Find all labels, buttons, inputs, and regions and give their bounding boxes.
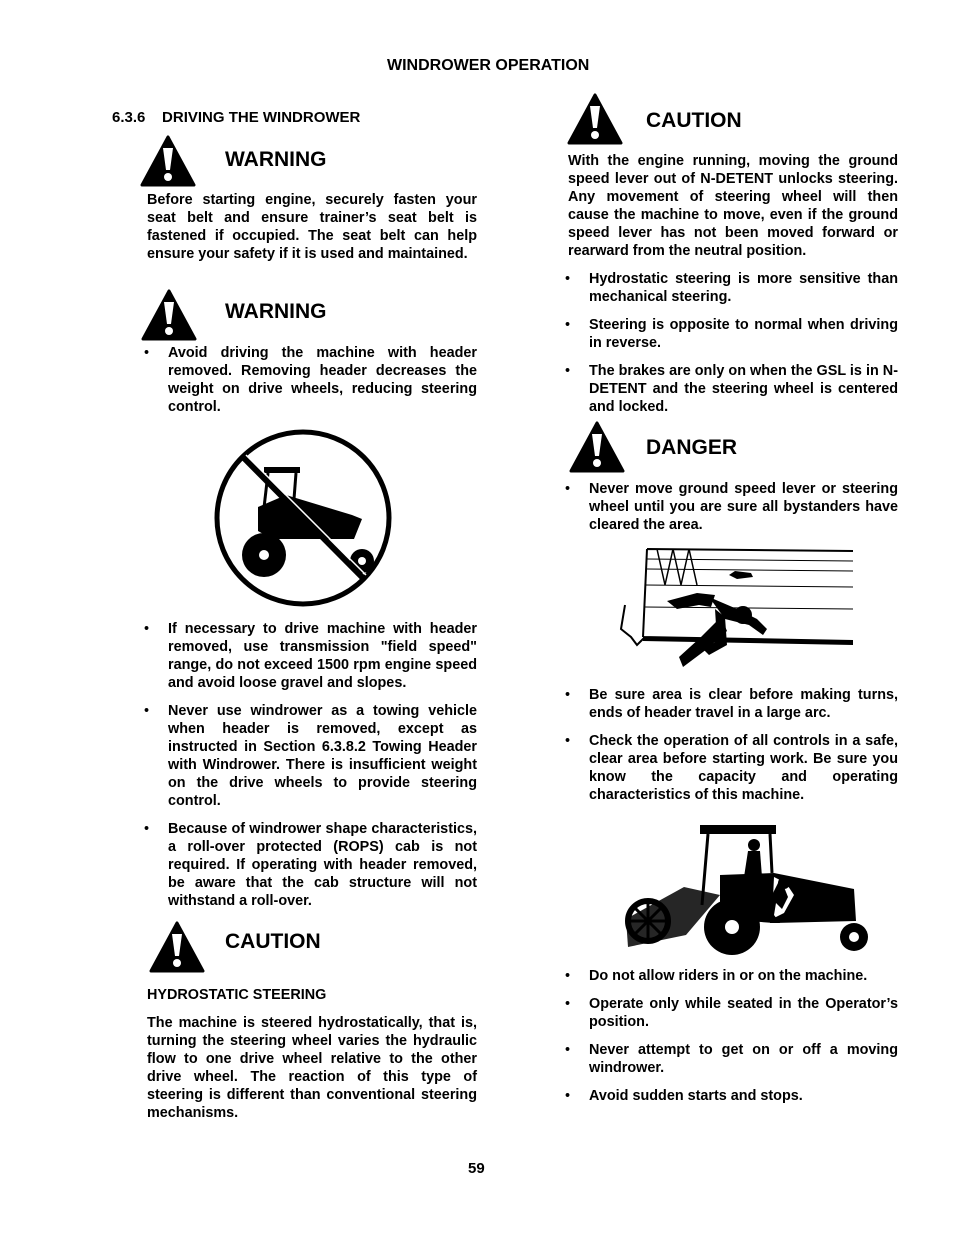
list-item <box>565 316 898 352</box>
warning-title: WARNING <box>225 300 327 323</box>
caution-title: CAUTION <box>225 930 321 953</box>
page-header: WINDROWER OPERATION <box>387 57 590 74</box>
bullet-glyph: • <box>144 345 150 361</box>
list-item-text: Do not allow riders in or on the machine. <box>589 968 868 984</box>
warning-title: WARNING <box>225 148 327 171</box>
exclamation-triangle-icon <box>149 921 205 973</box>
list-item-text: Check the operation of all controls in a safe, clear area before starting work. Be sure you know the capacity and operating characteristics of this machine. <box>589 733 898 803</box>
caution-bullet-list <box>565 270 898 416</box>
list-item-text: The brakes are only on when the GSL is in N-DETENT and the steering wheel is centered and locked. <box>589 363 898 415</box>
bullet-glyph: • <box>565 271 571 287</box>
exclamation-triangle-icon <box>567 93 623 145</box>
caution-title: CAUTION <box>646 109 742 132</box>
list-item <box>144 702 477 810</box>
turning-bullet-list <box>565 686 898 804</box>
bullet-glyph: • <box>144 621 150 637</box>
windrower-rider-illustration <box>624 823 872 962</box>
bullet-glyph: • <box>565 1042 571 1058</box>
warning-text: Before starting engine, securely fasten your seat belt and ensure trainer’s seat belt is fastened if occupied. The seat belt can help ensure your safety if it is used and maintained. <box>147 192 477 262</box>
bullet-glyph: • <box>565 996 571 1012</box>
bullet-glyph: • <box>144 703 150 719</box>
bullet-glyph: • <box>565 687 571 703</box>
list-item <box>565 480 898 534</box>
list-item-text: Avoid driving the machine with header removed. Removing header decreases the weight on drive wheels, reducing steering control. <box>168 345 477 415</box>
no-header-driving-illustration <box>212 427 394 614</box>
exclamation-triangle-icon <box>140 135 196 187</box>
list-item-text: Steering is opposite to normal when driving in reverse. <box>589 317 898 351</box>
list-item <box>565 686 898 722</box>
rider-bullet-list <box>565 967 898 1105</box>
exclamation-triangle-icon <box>141 289 197 341</box>
header-hazard-illustration <box>617 545 855 678</box>
list-item-text: Avoid sudden starts and stops. <box>589 1088 803 1104</box>
list-item-text: Never use windrower as a towing vehicle when header is removed, except as instructed in Section 6.3.8.2 Towing Header with Windrower. There is insufficient weight on the drive wheels to provide steering control. <box>168 703 477 809</box>
bullet-glyph: • <box>565 733 571 749</box>
caution-text: With the engine running, moving the ground speed lever out of N-DETENT unlocks steering. Any movement of steering wheel will then cause the machine to move, even if the ground speed lever has not been moved forward or rearward from the neutral position. <box>568 153 898 259</box>
bullet-glyph: • <box>565 1088 571 1104</box>
exclamation-triangle-icon <box>569 421 625 473</box>
list-item <box>144 344 477 416</box>
list-item-text: Be sure area is clear before making turns, ends of header travel in a large arc. <box>589 687 898 721</box>
list-item-text: Because of windrower shape characteristics, a roll-over protected (ROPS) cab is not required. If operating with header removed, be aware that the cab structure will not withstand a roll-over. <box>168 821 477 909</box>
list-item-text: If necessary to drive machine with header removed, use transmission "field speed" range, do not exceed 1500 rpm engine speed and avoid loose gravel and slopes. <box>168 621 477 691</box>
list-item <box>565 732 898 804</box>
bullet-glyph: • <box>565 481 571 497</box>
list-item <box>565 995 898 1031</box>
list-item-text: Operate only while seated in the Operator’s position. <box>589 996 898 1030</box>
subheading: HYDROSTATIC STEERING <box>147 987 327 1003</box>
bullet-glyph: • <box>565 968 571 984</box>
list-item <box>565 362 898 416</box>
danger-bullet-list <box>565 480 898 534</box>
caution-text: The machine is steered hydrostatically, that is, turning the steering wheel varies the hydraulic flow to one drive wheel relative to the other drive wheel. The reaction of this type of steering is different than conventional steering mechanisms. <box>147 1015 477 1121</box>
danger-title: DANGER <box>646 436 738 459</box>
list-item-text: Never move ground speed lever or steering wheel until you are sure all bystanders have cleared the area. <box>589 481 898 533</box>
list-item <box>565 967 898 985</box>
list-item <box>565 1087 898 1105</box>
bullet-glyph: • <box>565 363 571 379</box>
list-item-text: Never attempt to get on or off a moving windrower. <box>589 1042 898 1076</box>
list-item <box>565 1041 898 1077</box>
section-title: 6.3.6 DRIVING THE WINDROWER <box>112 109 361 126</box>
list-item-text: Hydrostatic steering is more sensitive than mechanical steering. <box>589 271 898 305</box>
page-number: 59 <box>468 1160 485 1177</box>
warning-bullet-list <box>144 344 477 416</box>
driving-bullet-list <box>144 620 477 910</box>
list-item <box>565 270 898 306</box>
bullet-glyph: • <box>565 317 571 333</box>
bullet-glyph: • <box>144 821 150 837</box>
list-item <box>144 820 477 910</box>
list-item <box>144 620 477 692</box>
